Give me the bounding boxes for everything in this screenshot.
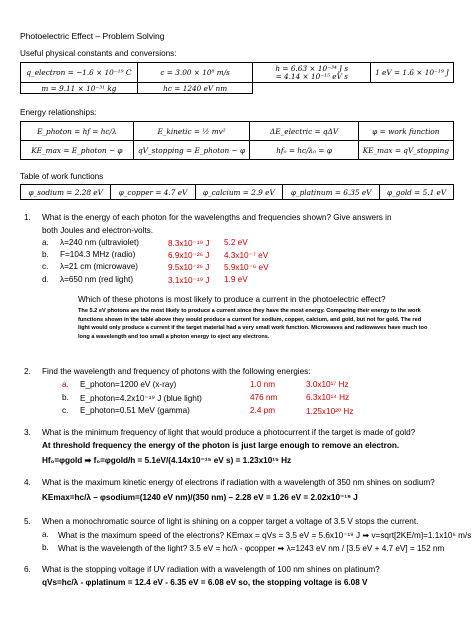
constants-heading: Useful physical constants and conversions: <box>20 49 177 58</box>
wf-calcium: φ_calcium = 2.9 eV <box>195 185 283 200</box>
q1-number: 1. <box>24 213 31 222</box>
constant-ev: 1 eV = 1.6 × 10⁻¹⁹ J <box>371 63 454 83</box>
q1-item-d-ev: 1.9 eV <box>224 275 248 284</box>
eq-photon-energy: E_photon = hf = hc/λ <box>21 122 134 141</box>
q2-item-a-label: a. <box>62 380 69 389</box>
q4-answer: KEmax=hc/λ – φsodium=(1240 eV nm)/(350 nm) – 2.28 eV = 1.26 eV = 2.02x10⁻¹⁹ J <box>42 493 358 502</box>
constant-c: c = 3.00 × 10⁸ m/s <box>137 63 253 83</box>
q2-item-a-wavelength: 1.0 nm <box>250 380 276 389</box>
q1-text: What is the energy of each photon for the wavelengths and frequencies shown? Give answers in <box>42 213 392 222</box>
q2-number: 2. <box>24 367 31 376</box>
work-heading: Table of work functions <box>20 172 104 181</box>
eq-threshold: hf₀ = hc/λ₀ = φ <box>250 141 358 160</box>
q1-item-d-text: λ=650 nm (red light) <box>60 275 134 284</box>
q6-answer: qVs=hc/λ - φplatinum = 12.4 eV - 6.35 eV = 6.08 eV so, the stopping voltage is 6.08 V <box>42 578 368 587</box>
q5-number: 5. <box>24 517 31 526</box>
q1-item-b-joules: 6.9x10⁻²⁶ J <box>168 251 210 260</box>
q1-question: Which of these photons is most likely to produce a current in the photoelectric effect? <box>78 295 386 304</box>
q5-text: When a monochromatic source of light is shining on a copper target a voltage of 3.5 V stops the current. <box>42 517 419 526</box>
wf-gold: φ_gold = 5.1 eV <box>380 185 454 200</box>
constants-table <box>20 62 454 94</box>
q1-item-a-joules: 8.3x10⁻¹⁹ J <box>168 239 210 248</box>
q2-item-c-label: c. <box>62 406 69 415</box>
eq-electric: ΔE_electric = qΔV <box>250 122 358 141</box>
eq-stopping: qV_stopping = E_photon − φ <box>133 141 250 160</box>
work-function-table <box>20 184 454 200</box>
q3-text: What is the minimum frequency of light that would produce a photocurrent if the target is made of gold? <box>42 428 416 437</box>
energy-table <box>20 121 454 160</box>
q1-item-c-joules: 9.5x10⁻²⁶ J <box>168 263 210 272</box>
q2-item-c-frequency: 1.25x10²⁰ Hz <box>306 407 354 416</box>
q5-a-label: a. <box>42 530 49 539</box>
eq-kinetic: E_kinetic = ½ mv² <box>133 122 250 141</box>
q2-item-c-wavelength: 2.4 pm <box>250 406 276 415</box>
q3-number: 3. <box>24 428 31 437</box>
q5-b-label: b. <box>42 543 49 552</box>
q1-item-c-label: c. <box>42 262 49 271</box>
q1-answer: The 5.2 eV photons are the most likely to produce a current since they have the most energy. Comparing their energy to the work functions shown in the table above they would produce a current for sodium, copper, calcium, and gold, but not for gold. The red light would only produce a current if the target material had a very small work function. Microwaves and radiowaves have much too long a wavelength and too small a photon energy to eject any electrons. <box>78 308 428 340</box>
q1-item-a-ev: 5.2 eV <box>224 238 248 247</box>
wf-copper: φ_copper = 4.7 eV <box>111 185 195 200</box>
constant-h: h = 6.63 × 10⁻³⁴ J s = 4.14 × 10⁻¹⁵ eV s <box>253 63 371 83</box>
energy-heading: Energy relationships: <box>20 108 97 117</box>
q1-item-c-ev: 5.9x10⁻⁶ eV <box>224 263 269 272</box>
q5-a-text: What is the maximum speed of the electrons? KEmax = qVs = 3.5 eV = 5.6x10⁻¹⁹ J ➡ v=sqrt[2KE/m]=1.1x10⁶ m/s <box>58 531 472 540</box>
q1-item-a-label: a. <box>42 238 49 247</box>
q6-text: What is the stopping voltage if UV radiation with a wavelength of 100 nm shines on platinum? <box>42 565 380 574</box>
constant-q-electron: q_electron = −1.6 × 10⁻¹⁹ C <box>21 63 138 83</box>
q5-b-text: What is the wavelength of the light? 3.5 eV = hc/λ - φcopper ➡ λ=1243 eV nm / [3.5 eV + 4.7 eV] = 152 nm <box>58 544 445 553</box>
q1-item-c-text: λ=21 cm (microwave) <box>60 262 139 271</box>
q6-number: 6. <box>24 565 31 574</box>
q3-answer-2: Hf₀=φgold ➡ f₀=φgold/h = 5.1eV/(4.14x10⁻¹⁵ eV s) = 1.23x10¹⁵ Hz <box>42 456 292 465</box>
constant-mass: m = 9.11 × 10⁻³¹ kg <box>21 83 138 94</box>
q1-text-2: both Joules and electron-volts. <box>42 226 154 235</box>
q2-item-b-text: E_photon=4.2x10⁻¹⁹ J (blue light) <box>80 394 202 403</box>
q3-answer-1: At threshold frequency the energy of the photon is just large enough to remove an electron. <box>42 441 400 450</box>
q4-number: 4. <box>24 478 31 487</box>
q2-item-b-frequency: 6.3x10¹⁴ Hz <box>306 393 350 402</box>
q1-item-b-text: F=104.3 MHz (radio) <box>60 250 136 259</box>
q2-item-a-text: E_photon=1200 eV (x-ray) <box>80 380 177 389</box>
q4-text: What is the maximum kinetic energy of electrons if radiation with a wavelength of 350 nm shines on sodium? <box>42 478 435 487</box>
q1-item-d-label: d. <box>42 275 49 284</box>
q2-item-c-text: E_photon=0.51 MeV (gamma) <box>80 406 190 415</box>
wf-sodium: φ_sodium = 2.28 eV <box>21 185 111 200</box>
eq-kemax: KE_max = E_photon − φ <box>21 141 134 160</box>
q1-item-b-ev: 4.3x10⁻⁷ eV <box>224 251 269 260</box>
q2-text: Find the wavelength and frequency of photons with the following energies: <box>42 367 311 376</box>
q2-item-a-frequency: 3.0x10¹⁷ Hz <box>306 380 349 389</box>
q2-item-b-wavelength: 476 nm <box>250 393 278 402</box>
q2-item-b-label: b. <box>62 393 69 402</box>
wf-platinum: φ_platinum = 6.35 eV <box>283 185 380 200</box>
eq-kemax-qv: KE_max = qV_stopping <box>358 141 453 160</box>
constant-hc: hc = 1240 eV nm <box>137 83 253 94</box>
q1-item-b-label: b. <box>42 250 49 259</box>
page-title: Photoelectric Effect – Problem Solving <box>20 31 165 41</box>
eq-work-function: φ = work function <box>358 122 453 141</box>
q1-item-d-joules: 3.1x10⁻¹⁹ J <box>168 276 210 285</box>
q1-item-a-text: λ=240 nm (ultraviolet) <box>60 238 139 247</box>
